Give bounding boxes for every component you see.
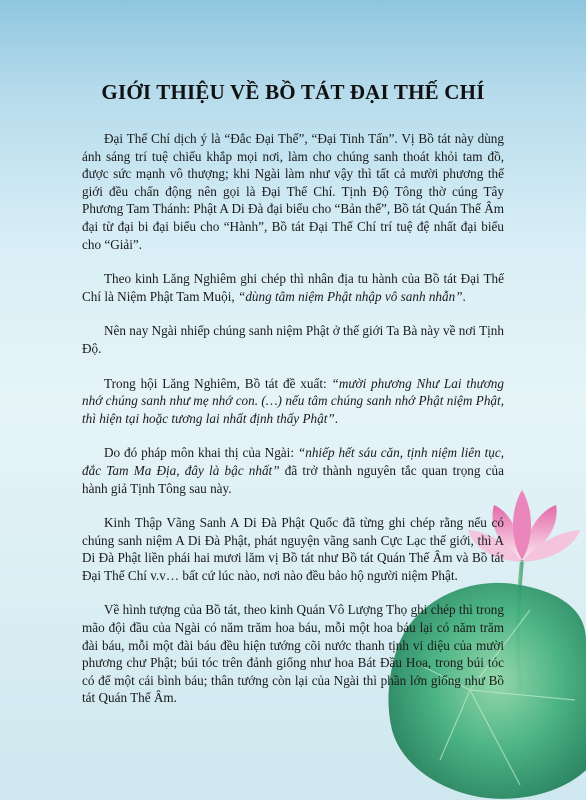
paragraph-5: Do đó pháp môn khai thị của Ngài: “nhiếp hết sáu căn, tịnh niệm liên tục, đắc Tam Ma Địa, đây là bậc nhất” đã trở thành nguyên tắc quan trọng của hành giả Tịnh Tông sau này. <box>82 445 505 496</box>
page-title: GIỚI THIỆU VỀ BỒ TÁT ĐẠI THẾ CHÍ <box>101 80 485 104</box>
paragraph-4: Trong hội Lăng Nghiêm, Bồ tát đề xuất: “mười phương Như Lai thương nhớ chúng sanh như mẹ nhớ con. (…) nếu tâm chúng sanh nhớ Phật niệm Phật, thì hiện tại hoặc tương lai nhất định thấy Phật”. <box>82 375 504 426</box>
paragraph-7: Về hình tượng của Bồ tát, theo kinh Quán Vô Lượng Thọ ghi chép thì trong mão đội đầu của Ngài có năm trăm hoa báu, mỗi một hoa báu lại có năm trăm đài báu, mỗi một đài báu đều hiện tướng cõi nước thanh tịnh vi diệu của mười phương chư Phật; búi tóc trên đảnh giống như hoa Bát Đầu Hoa, trong búi tóc có để một cái bình báu; thân tướng còn lại của Ngài thì phần lớn giống như Bồ tát Quán Thế Âm. <box>82 602 504 706</box>
article-body <box>82 130 504 724</box>
quote: “nhiếp hết sáu căn, tịnh niệm liên tục, đắc Tam Ma Địa, đây là bậc nhất” <box>82 445 505 478</box>
paragraph-3: Nên nay Ngài nhiếp chúng sanh niệm Phật ở thế giới Ta Bà này về nơi Tịnh Độ. <box>82 323 504 356</box>
paragraph-6: Kinh Thập Vãng Sanh A Di Đà Phật Quốc đã từng ghi chép rằng nếu có chúng sanh niệm A Di Đà Phật, phát nguyện vãng sanh Cực Lạc thế giới, thì A Di Đà Phật liền phái hai mươi lăm vị Bồ tát như Bồ tát Quán Thế Âm và Bồ tát Đại Thế Chí v.v… bất cứ lúc nào, nơi nào đều bảo hộ người niệm Phật. <box>82 515 504 583</box>
paragraph-1: Đại Thế Chí dịch ý là “Đắc Đại Thế”, “Đại Tinh Tấn”. Vị Bồ tát này dùng ánh sáng trí tuệ chiếu khắp mọi nơi, làm cho chúng sanh thoát khỏi tam đồ, được sức mạnh vô thượng; khi Ngài làm như vậy thì tất cả mười phương thế giới đều chấn động nên gọi là Đại Thế Chí. Tịnh Độ Tông thờ cúng Tây Phương Tam Thánh: Phật A Di Đà đại biểu cho “Bản thể”, Bồ tát Quán Thế Âm đại từ đại bi đại biểu cho “Hành”, Bồ tát Đại Thế Chí trí tuệ đệ nhất đại biểu cho “Giải”. <box>82 131 504 252</box>
quote: “dùng tâm niệm Phật nhập vô sanh nhẫn” <box>237 288 463 304</box>
quote: “mười phương Như Lai thương nhớ chúng sanh như mẹ nhớ con. (…) nếu tâm chúng sanh nhớ Phật niệm Phật, thì hiện tại hoặc tương lai nhất định thấy Phật” <box>82 375 504 426</box>
paragraph-2: Theo kinh Lăng Nghiêm ghi chép thì nhân địa tu hành của Bồ tát Đại Thế Chí là Niệm Phật Tam Muội, “dùng tâm niệm Phật nhập vô sanh nhẫn”. <box>82 271 504 304</box>
